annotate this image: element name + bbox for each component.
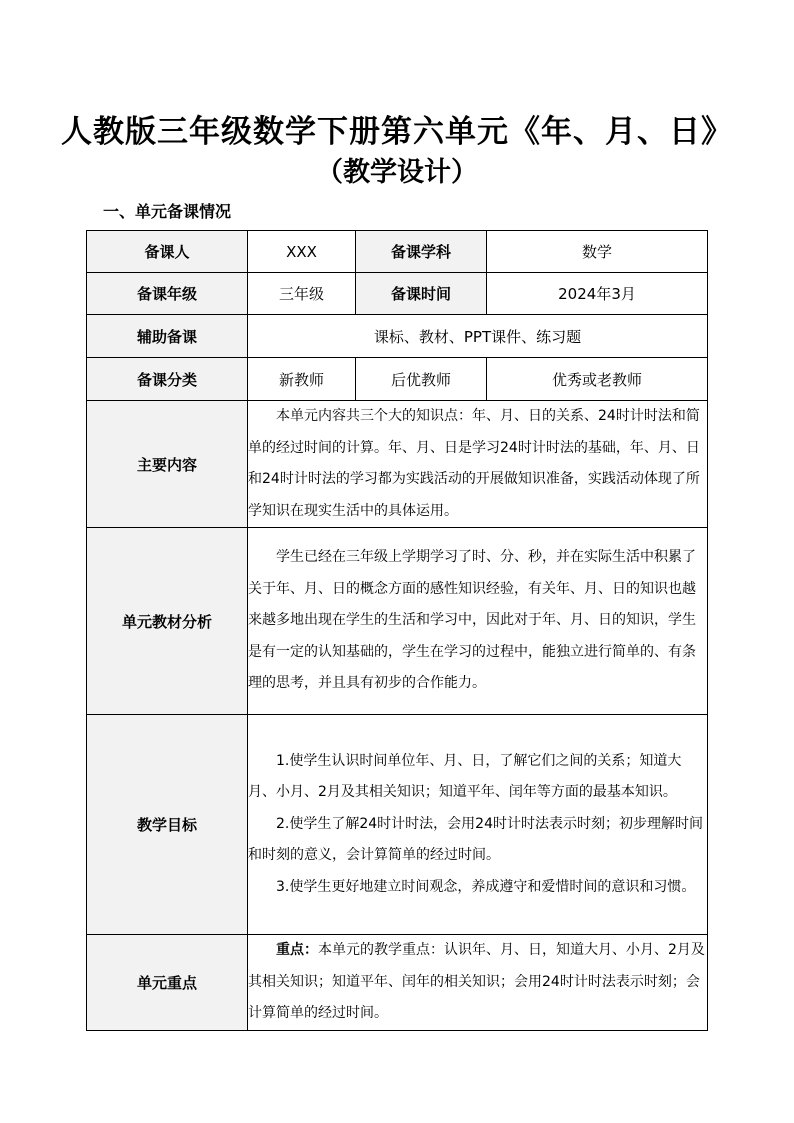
- category-new: 新教师: [248, 358, 356, 401]
- label-date: 备课时间: [356, 273, 487, 315]
- table-row: [87, 715, 708, 935]
- lesson-plan-table: [86, 230, 708, 1031]
- category-improving: 后优教师: [356, 358, 487, 401]
- goal-item-1: 1.使学生认识时间单位年、月、日，了解它们之间的关系；知道大月、小月、2月及其相关知识；知道平年、闰年等方面的最基本知识。: [248, 752, 682, 801]
- label-teaching-goals: 教学目标: [87, 715, 248, 935]
- teaching-goals-cell: [248, 715, 708, 935]
- label-subject: 备课学科: [356, 231, 487, 273]
- section-heading: 一、单元备课情况: [103, 202, 232, 221]
- goal-item-3: 3.使学生更好地建立时间观念，养成遵守和爱惜时间的意识和习惯。: [276, 878, 696, 895]
- value-teacher: XXX: [248, 231, 356, 273]
- value-grade: 三年级: [248, 273, 356, 315]
- value-subject: 数学: [487, 231, 708, 273]
- material-analysis-cell: [248, 528, 708, 715]
- label-material-analysis: 单元教材分析: [87, 528, 248, 715]
- key-points-text: [248, 935, 707, 1030]
- label-unit-key-points: 单元重点: [87, 935, 248, 1031]
- value-aids: 课标、教材、PPT课件、练习题: [248, 315, 708, 358]
- document-subtitle: （教学设计）: [316, 157, 478, 188]
- table-row: [87, 401, 708, 528]
- label-category: 备课分类: [87, 358, 248, 401]
- main-content-cell: [248, 401, 708, 528]
- table-row: [87, 273, 708, 315]
- label-teacher: 备课人: [87, 231, 248, 273]
- key-points-cell: [248, 935, 708, 1031]
- document-title: 人教版三年级数学下册第六单元《年、月、日》: [61, 114, 733, 150]
- table-row: [87, 358, 708, 401]
- category-senior: 优秀或老教师: [487, 358, 708, 401]
- key-points-prefix: 重点：: [276, 942, 318, 958]
- label-main-content: 主要内容: [87, 401, 248, 528]
- table-row: [87, 528, 708, 715]
- label-aids: 辅助备课: [87, 315, 248, 358]
- label-grade: 备课年级: [87, 273, 248, 315]
- main-content-text: 本单元内容共三个大的知识点：年、月、日的关系、24时计时法和简单的经过时间的计算。年、月、日是学习24时计时法的基础，年、月、日和24时计时法的学习都为实践活动的开展做知识准备，实践活动体现了所学知识在现实生活中的具体运用。: [248, 408, 700, 519]
- table-row: [87, 231, 708, 273]
- key-points-body: 本单元的教学重点：认识年、月、日，知道大月、小月、2月及其相关知识；知道平年、闰年的相关知识；会用24时计时法表示时刻；会计算简单的经过时间。: [248, 942, 705, 1021]
- table-row: [87, 315, 708, 358]
- value-date: 2024年3月: [487, 273, 708, 315]
- table-row: [87, 935, 708, 1031]
- material-analysis-text: 学生已经在三年级上学期学习了时、分、秒，并在实际生活中积累了关于年、月、日的概念方面的感性知识经验，有关年、月、日的知识也越来越多地出现在学生的生活和学习中，因此对于年、月、日的知识，学生是有一定的认知基础的，学生在学习的过程中，能独立进行简单的、有条理的思考，并且具有初步的合作能力。: [248, 549, 696, 692]
- goal-item-2: 2.使学生了解24时计时法，会用24时计时法表示时刻；初步理解时间和时刻的意义，会计算简单的经过时间。: [248, 815, 703, 864]
